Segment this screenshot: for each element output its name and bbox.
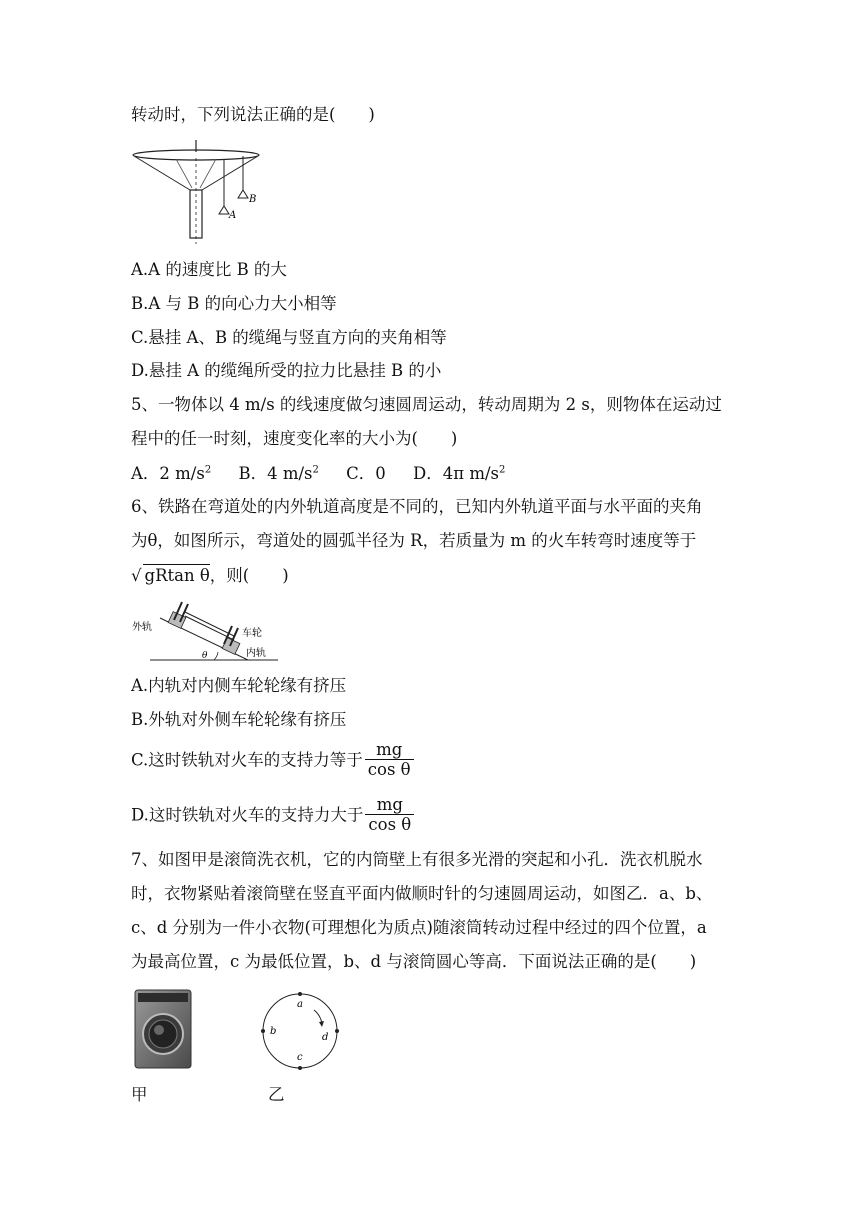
q5-sup-a: 2	[204, 464, 212, 476]
q6-option-a: A.内轨对内侧车轮轮缘有挤压	[131, 676, 347, 695]
sqrt-content: gRtan θ	[144, 566, 210, 585]
q6-line-3	[131, 564, 289, 587]
point-d-label: d	[322, 1032, 329, 1043]
frac-den: cos θ	[367, 760, 411, 779]
q4-stem: 转动时，下列说法正确的是( )	[131, 105, 375, 124]
q4-option-b: B.A 与 B 的向心力大小相等	[131, 294, 337, 313]
sqrt-sign: √	[131, 566, 142, 585]
q6-line-1: 6、铁路在弯道处的内外轨道高度是不同的，已知内外轨道平面与水平面的夹角	[131, 497, 703, 516]
q4-option-c: C.悬挂 A、B 的缆绳与竖直方向的夹角相等	[131, 328, 447, 347]
q7-line-2: 时，衣物紧贴着滚筒壁在竖直平面内做顺时针的匀速圆周运动，如图乙．a、b、	[131, 884, 713, 903]
q6-option-c	[131, 741, 414, 780]
q7-line-3: c、d 分别为一件小衣物(可理想化为质点)随滚筒转动过程中经过的四个位置，a	[131, 918, 707, 937]
q6-option-b: B.外轨对外侧车轮轮缘有挤压	[131, 710, 347, 729]
frac-num: mg	[365, 741, 414, 760]
q5-sup-d: 2	[499, 464, 506, 476]
drum-circle-diagram	[258, 990, 344, 1072]
q5-option-b: B．4 m/s	[238, 464, 313, 483]
label-outer-rail: 外轨	[132, 622, 152, 633]
q4-figure	[130, 138, 270, 246]
q5-options	[131, 463, 505, 485]
q4-option-a: A.A 的速度比 B 的大	[131, 260, 287, 279]
label-yi: 乙	[268, 1085, 285, 1104]
q6-option-d	[131, 796, 414, 835]
q7-line-1: 7、如图甲是滚筒洗衣机，它的内筒壁上有很多光滑的突起和小孔．洗衣机脱水	[131, 850, 703, 869]
point-a-label: a	[297, 999, 303, 1010]
q5-line-1: 5、一物体以 4 m/s 的线速度做匀速圆周运动，转动周期为 2 s，则物体在运动过	[131, 395, 722, 414]
washing-machine-image	[134, 989, 192, 1069]
point-b-label: b	[270, 1026, 277, 1037]
q5-option-a: A．2 m/s	[131, 464, 205, 483]
label-jia: 甲	[131, 1085, 148, 1104]
q6-line-2: 为θ，如图所示，弯道处的圆弧半径为 R，若质量为 m 的火车转弯时速度等于	[131, 531, 697, 550]
frac-den: cos θ	[368, 815, 412, 834]
q4-label-b: B	[249, 194, 257, 205]
q5-option-d: D．4π m/s	[413, 464, 500, 483]
label-wheel: 车轮	[242, 628, 262, 639]
fraction-mg-cos-d	[365, 796, 414, 835]
q7-line-4: 为最高位置，c 为最低位置，b、d 与滚筒圆心等高．下面说法正确的是( )	[131, 952, 697, 971]
q6-option-c-text: C.这时铁轨对火车的支持力等于	[131, 750, 363, 770]
q6-option-d-text: D.这时铁轨对火车的支持力大于	[131, 805, 364, 825]
frac-num: mg	[365, 796, 414, 815]
label-inner-rail: 内轨	[246, 648, 266, 659]
q6-figure	[130, 596, 280, 664]
fraction-mg-cos-c	[365, 741, 414, 780]
q5-line-2: 程中的任一时刻，速度变化率的大小为( )	[131, 429, 458, 448]
point-c-label: c	[297, 1052, 303, 1063]
q5-option-c: C．0	[346, 464, 386, 483]
q4-option-d: D.悬挂 A 的缆绳所受的拉力比悬挂 B 的小	[131, 361, 442, 380]
label-theta: θ	[202, 651, 208, 661]
q4-label-a: A	[229, 210, 237, 221]
q5-sup-b: 2	[312, 464, 319, 476]
q6-line-3-tail: ，则( )	[209, 566, 289, 585]
